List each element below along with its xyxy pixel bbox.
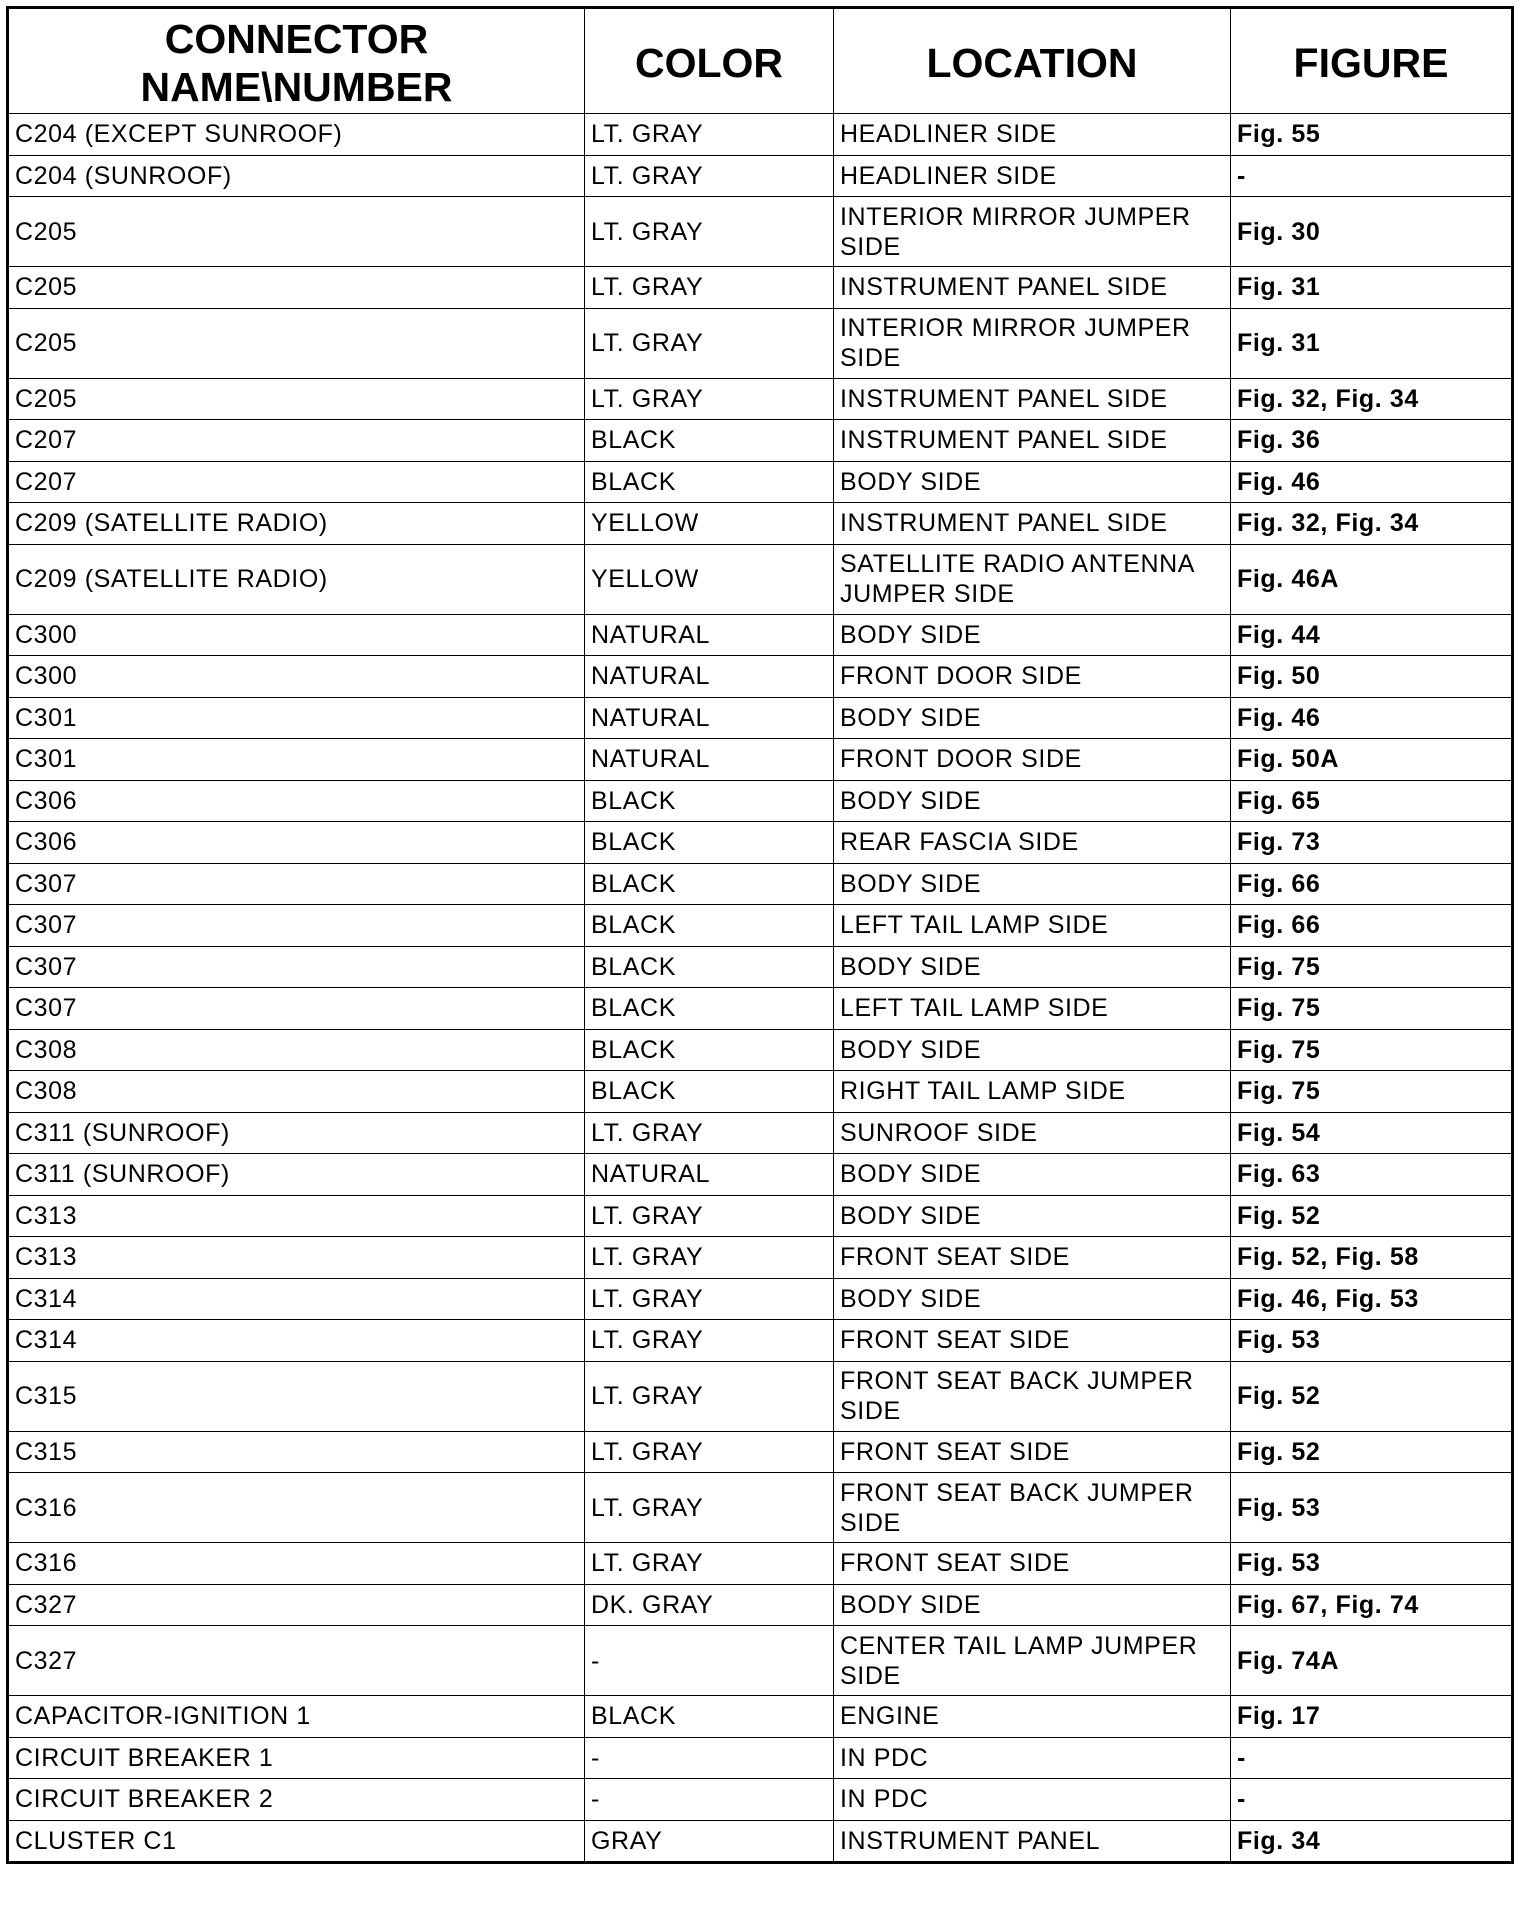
location-cell: FRONT SEAT SIDE xyxy=(834,1320,1231,1362)
connector-name-cell: C314 xyxy=(8,1278,585,1320)
figure-cell: Fig. 66 xyxy=(1231,863,1513,905)
table-row xyxy=(8,780,1513,822)
table-row xyxy=(8,1112,1513,1154)
color-cell: LT. GRAY xyxy=(585,1237,834,1279)
figure-cell: Fig. 46A xyxy=(1231,544,1513,614)
figure-cell: Fig. 74A xyxy=(1231,1626,1513,1696)
table-row xyxy=(8,988,1513,1030)
location-cell: INSTRUMENT PANEL xyxy=(834,1820,1231,1863)
location-cell: BODY SIDE xyxy=(834,1195,1231,1237)
table-row xyxy=(8,822,1513,864)
color-cell: LT. GRAY xyxy=(585,155,834,197)
figure-cell: Fig. 50 xyxy=(1231,656,1513,698)
figure-cell: Fig. 53 xyxy=(1231,1320,1513,1362)
figure-cell: Fig. 34 xyxy=(1231,1820,1513,1863)
color-cell: NATURAL xyxy=(585,739,834,781)
color-cell: LT. GRAY xyxy=(585,1195,834,1237)
table-row xyxy=(8,739,1513,781)
connector-name-cell: C204 (EXCEPT SUNROOF) xyxy=(8,114,585,156)
color-cell: YELLOW xyxy=(585,503,834,545)
figure-cell: Fig. 46 xyxy=(1231,461,1513,503)
table-row xyxy=(8,1584,1513,1626)
figure-cell: Fig. 55 xyxy=(1231,114,1513,156)
color-cell: BLACK xyxy=(585,1071,834,1113)
location-cell: FRONT SEAT SIDE xyxy=(834,1237,1231,1279)
location-cell: INSTRUMENT PANEL SIDE xyxy=(834,420,1231,462)
connector-name-cell: C306 xyxy=(8,780,585,822)
location-cell: FRONT DOOR SIDE xyxy=(834,739,1231,781)
figure-cell: - xyxy=(1231,1737,1513,1779)
connector-name-cell: C313 xyxy=(8,1195,585,1237)
table-row xyxy=(8,1626,1513,1696)
color-cell: LT. GRAY xyxy=(585,1543,834,1585)
table-row xyxy=(8,308,1513,378)
table-row xyxy=(8,114,1513,156)
connector-name-cell: C301 xyxy=(8,739,585,781)
location-cell: BODY SIDE xyxy=(834,1154,1231,1196)
table-row xyxy=(8,267,1513,309)
header-connector-line1: CONNECTOR xyxy=(164,16,429,62)
color-cell: BLACK xyxy=(585,905,834,947)
location-cell: INTERIOR MIRROR JUMPER SIDE xyxy=(834,197,1231,267)
figure-cell: Fig. 63 xyxy=(1231,1154,1513,1196)
location-cell: BODY SIDE xyxy=(834,1278,1231,1320)
location-cell: INSTRUMENT PANEL SIDE xyxy=(834,267,1231,309)
location-cell: BODY SIDE xyxy=(834,863,1231,905)
location-cell: HEADLINER SIDE xyxy=(834,114,1231,156)
connector-name-cell: C314 xyxy=(8,1320,585,1362)
header-row xyxy=(8,8,1513,114)
location-cell: ENGINE xyxy=(834,1696,1231,1738)
table-row xyxy=(8,197,1513,267)
connector-name-cell: C307 xyxy=(8,863,585,905)
connector-name-cell: C205 xyxy=(8,267,585,309)
connector-name-cell: CIRCUIT BREAKER 2 xyxy=(8,1779,585,1821)
figure-cell: Fig. 31 xyxy=(1231,267,1513,309)
figure-cell: Fig. 50A xyxy=(1231,739,1513,781)
location-cell: LEFT TAIL LAMP SIDE xyxy=(834,988,1231,1030)
location-cell: REAR FASCIA SIDE xyxy=(834,822,1231,864)
table-row xyxy=(8,155,1513,197)
connector-name-cell: C300 xyxy=(8,614,585,656)
color-cell: YELLOW xyxy=(585,544,834,614)
connector-name-cell: C311 (SUNROOF) xyxy=(8,1112,585,1154)
figure-cell: Fig. 75 xyxy=(1231,1071,1513,1113)
table-row xyxy=(8,905,1513,947)
figure-cell: Fig. 46, Fig. 53 xyxy=(1231,1278,1513,1320)
table-row xyxy=(8,544,1513,614)
figure-cell: - xyxy=(1231,1779,1513,1821)
connector-name-cell: C308 xyxy=(8,1029,585,1071)
location-cell: FRONT DOOR SIDE xyxy=(834,656,1231,698)
figure-cell: Fig. 65 xyxy=(1231,780,1513,822)
figure-cell: Fig. 17 xyxy=(1231,1696,1513,1738)
color-cell: BLACK xyxy=(585,988,834,1030)
header-figure: FIGURE xyxy=(1231,8,1513,114)
color-cell: LT. GRAY xyxy=(585,1361,834,1431)
color-cell: LT. GRAY xyxy=(585,1112,834,1154)
table-row xyxy=(8,697,1513,739)
location-cell: BODY SIDE xyxy=(834,1029,1231,1071)
table-row xyxy=(8,1278,1513,1320)
color-cell: NATURAL xyxy=(585,1154,834,1196)
location-cell: LEFT TAIL LAMP SIDE xyxy=(834,905,1231,947)
figure-cell: Fig. 36 xyxy=(1231,420,1513,462)
figure-cell: Fig. 73 xyxy=(1231,822,1513,864)
table-row xyxy=(8,863,1513,905)
location-cell: CENTER TAIL LAMP JUMPER SIDE xyxy=(834,1626,1231,1696)
connector-name-cell: C301 xyxy=(8,697,585,739)
connector-name-cell: C306 xyxy=(8,822,585,864)
color-cell: GRAY xyxy=(585,1820,834,1863)
location-cell: INTERIOR MIRROR JUMPER SIDE xyxy=(834,308,1231,378)
table-row xyxy=(8,1820,1513,1863)
location-cell: BODY SIDE xyxy=(834,780,1231,822)
connector-name-cell: C207 xyxy=(8,461,585,503)
color-cell: LT. GRAY xyxy=(585,378,834,420)
connector-name-cell: C205 xyxy=(8,308,585,378)
location-cell: FRONT SEAT SIDE xyxy=(834,1543,1231,1585)
color-cell: LT. GRAY xyxy=(585,197,834,267)
location-cell: BODY SIDE xyxy=(834,946,1231,988)
header-location: LOCATION xyxy=(834,8,1231,114)
color-cell: BLACK xyxy=(585,863,834,905)
color-cell: LT. GRAY xyxy=(585,114,834,156)
figure-cell: Fig. 75 xyxy=(1231,1029,1513,1071)
location-cell: FRONT SEAT BACK JUMPER SIDE xyxy=(834,1361,1231,1431)
color-cell: NATURAL xyxy=(585,614,834,656)
connector-name-cell: C307 xyxy=(8,988,585,1030)
table-row xyxy=(8,1029,1513,1071)
color-cell: BLACK xyxy=(585,1696,834,1738)
figure-cell: Fig. 32, Fig. 34 xyxy=(1231,378,1513,420)
connector-name-cell: C307 xyxy=(8,946,585,988)
table-body xyxy=(8,114,1513,1863)
color-cell: BLACK xyxy=(585,946,834,988)
connector-name-cell: C313 xyxy=(8,1237,585,1279)
color-cell: LT. GRAY xyxy=(585,1320,834,1362)
table-row xyxy=(8,1779,1513,1821)
connector-name-cell: C209 (SATELLITE RADIO) xyxy=(8,544,585,614)
connector-name-cell: C316 xyxy=(8,1473,585,1543)
color-cell: NATURAL xyxy=(585,697,834,739)
connector-name-cell: C316 xyxy=(8,1543,585,1585)
header-connector xyxy=(8,8,585,114)
connector-name-cell: C205 xyxy=(8,197,585,267)
figure-cell: Fig. 53 xyxy=(1231,1543,1513,1585)
location-cell: FRONT SEAT BACK JUMPER SIDE xyxy=(834,1473,1231,1543)
figure-cell: Fig. 31 xyxy=(1231,308,1513,378)
figure-cell: Fig. 67, Fig. 74 xyxy=(1231,1584,1513,1626)
figure-cell: Fig. 30 xyxy=(1231,197,1513,267)
connector-name-cell: C315 xyxy=(8,1431,585,1473)
color-cell: BLACK xyxy=(585,1029,834,1071)
location-cell: RIGHT TAIL LAMP SIDE xyxy=(834,1071,1231,1113)
connector-name-cell: C315 xyxy=(8,1361,585,1431)
color-cell: BLACK xyxy=(585,780,834,822)
figure-cell: Fig. 44 xyxy=(1231,614,1513,656)
color-cell: - xyxy=(585,1737,834,1779)
color-cell: BLACK xyxy=(585,461,834,503)
figure-cell: Fig. 52, Fig. 58 xyxy=(1231,1237,1513,1279)
connector-name-cell: C327 xyxy=(8,1626,585,1696)
location-cell: BODY SIDE xyxy=(834,614,1231,656)
table-row xyxy=(8,1154,1513,1196)
color-cell: BLACK xyxy=(585,420,834,462)
table-row xyxy=(8,614,1513,656)
figure-cell: Fig. 52 xyxy=(1231,1195,1513,1237)
figure-cell: Fig. 54 xyxy=(1231,1112,1513,1154)
table-row xyxy=(8,1696,1513,1738)
color-cell: - xyxy=(585,1626,834,1696)
figure-cell: Fig. 52 xyxy=(1231,1431,1513,1473)
table-row xyxy=(8,1361,1513,1431)
color-cell: LT. GRAY xyxy=(585,1278,834,1320)
location-cell: FRONT SEAT SIDE xyxy=(834,1431,1231,1473)
table-row xyxy=(8,1320,1513,1362)
location-cell: IN PDC xyxy=(834,1779,1231,1821)
connector-name-cell: C308 xyxy=(8,1071,585,1113)
table-row xyxy=(8,503,1513,545)
figure-cell: Fig. 75 xyxy=(1231,946,1513,988)
connector-name-cell: CAPACITOR-IGNITION 1 xyxy=(8,1696,585,1738)
table-row xyxy=(8,1543,1513,1585)
table-row xyxy=(8,1071,1513,1113)
connector-name-cell: C300 xyxy=(8,656,585,698)
header-connector-line2: NAME\NUMBER xyxy=(140,64,453,110)
color-cell: - xyxy=(585,1779,834,1821)
color-cell: LT. GRAY xyxy=(585,267,834,309)
color-cell: LT. GRAY xyxy=(585,1431,834,1473)
location-cell: IN PDC xyxy=(834,1737,1231,1779)
color-cell: LT. GRAY xyxy=(585,308,834,378)
connector-name-cell: C204 (SUNROOF) xyxy=(8,155,585,197)
location-cell: HEADLINER SIDE xyxy=(834,155,1231,197)
connector-name-cell: C307 xyxy=(8,905,585,947)
location-cell: BODY SIDE xyxy=(834,461,1231,503)
color-cell: DK. GRAY xyxy=(585,1584,834,1626)
location-cell: SATELLITE RADIO ANTENNA JUMPER SIDE xyxy=(834,544,1231,614)
table-row xyxy=(8,461,1513,503)
color-cell: BLACK xyxy=(585,822,834,864)
table-row xyxy=(8,946,1513,988)
table-row xyxy=(8,1195,1513,1237)
connector-name-cell: CLUSTER C1 xyxy=(8,1820,585,1863)
table-row xyxy=(8,1237,1513,1279)
figure-cell: Fig. 53 xyxy=(1231,1473,1513,1543)
figure-cell: Fig. 75 xyxy=(1231,988,1513,1030)
figure-cell: - xyxy=(1231,155,1513,197)
location-cell: INSTRUMENT PANEL SIDE xyxy=(834,503,1231,545)
connector-name-cell: C209 (SATELLITE RADIO) xyxy=(8,503,585,545)
color-cell: LT. GRAY xyxy=(585,1473,834,1543)
table-row xyxy=(8,1473,1513,1543)
location-cell: BODY SIDE xyxy=(834,697,1231,739)
figure-cell: Fig. 32, Fig. 34 xyxy=(1231,503,1513,545)
location-cell: BODY SIDE xyxy=(834,1584,1231,1626)
connector-name-cell: C207 xyxy=(8,420,585,462)
table-row xyxy=(8,1431,1513,1473)
location-cell: INSTRUMENT PANEL SIDE xyxy=(834,378,1231,420)
connector-table xyxy=(6,6,1514,1864)
table-row xyxy=(8,420,1513,462)
connector-name-cell: CIRCUIT BREAKER 1 xyxy=(8,1737,585,1779)
table-row xyxy=(8,1737,1513,1779)
figure-cell: Fig. 52 xyxy=(1231,1361,1513,1431)
connector-name-cell: C327 xyxy=(8,1584,585,1626)
header-color: COLOR xyxy=(585,8,834,114)
color-cell: NATURAL xyxy=(585,656,834,698)
location-cell: SUNROOF SIDE xyxy=(834,1112,1231,1154)
figure-cell: Fig. 46 xyxy=(1231,697,1513,739)
table-row xyxy=(8,378,1513,420)
connector-name-cell: C311 (SUNROOF) xyxy=(8,1154,585,1196)
figure-cell: Fig. 66 xyxy=(1231,905,1513,947)
connector-name-cell: C205 xyxy=(8,378,585,420)
table-row xyxy=(8,656,1513,698)
